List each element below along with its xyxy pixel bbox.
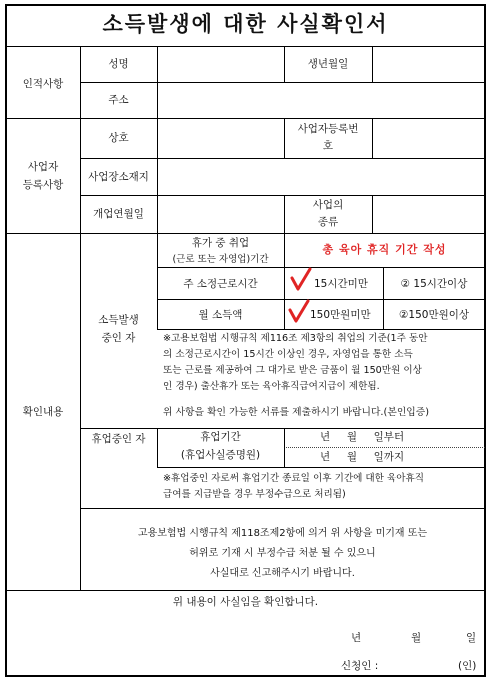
confirm-section-label: 확인내용	[22, 406, 64, 418]
period-value: 총 육아 휴직 기간 작성	[322, 243, 447, 256]
income-label-1: 소득발생	[98, 314, 139, 326]
leave-label: 휴업중인 자	[91, 433, 146, 445]
company-label: 상호	[108, 132, 129, 144]
type-label-2: 종류	[317, 216, 339, 228]
confirmation-statement: 위 내용이 사실임을 확인합니다.	[172, 596, 319, 608]
leave-from: 년 월 일부터	[320, 431, 405, 443]
address-label: 주소	[108, 94, 129, 106]
leave-period-label-2: (휴업사실증명원)	[180, 449, 261, 461]
opened-label: 개업연월일	[93, 208, 144, 220]
income-note: ※고용보험법 시행규칙 제116조 제3항의 취업의 기준(1주 동안 의 소정근로시간이 15시간 이상인 경우, 자영업을 통한 소득 또는 근로를 제공하여 그 대가로 받은 금품이 월 150만원 이상 인 경우) 출산휴가 또는 육아휴직급여지급이 제한됨.	[163, 333, 428, 392]
checkmark-icon	[290, 267, 312, 293]
period-label-2: (근로 또는 자영업)기간	[172, 254, 269, 265]
hours-label: 주 소정근로시간	[183, 278, 258, 290]
personal-section-label: 인적사항	[22, 78, 64, 90]
pay-option-150-plus[interactable]: ②150만원이상	[398, 309, 470, 321]
hours-option-15-plus[interactable]: ② 15시간이상	[400, 278, 468, 290]
business-section-label-1: 사업자	[27, 161, 59, 173]
pay-option-under-150[interactable]: 150만원미만	[310, 309, 371, 321]
date-year: 년	[351, 632, 362, 644]
regno-label-1: 사업자등록번	[297, 123, 359, 135]
pay-label: 월 소득액	[198, 309, 243, 321]
signer-label: 신청인 :	[341, 660, 379, 672]
date-day: 일	[466, 632, 477, 644]
regno-label-2: 호	[322, 140, 334, 152]
warning-notice: 고용보험법 시행규칙 제118조제2항에 의거 위 사항을 미기재 또는 허위로 기재 시 부정수급 처분 될 수 있으니 사실대로 신고해주시기 바랍니다.	[137, 528, 428, 579]
date-month: 월	[411, 632, 422, 644]
proof-notice: 위 사항을 확인 가능한 서류를 제출하시기 바랍니다.(본인입증)	[163, 407, 430, 418]
form-title: 소득발생에 대한 사실확인서	[102, 11, 389, 36]
name-label: 성명	[108, 58, 129, 70]
period-label-1: 휴가 중 취업	[191, 237, 250, 249]
title-divider	[6, 46, 485, 47]
birth-label: 생년월일	[307, 58, 349, 70]
hours-option-under-15[interactable]: 15시간미만	[314, 278, 368, 290]
seal-mark: (인)	[458, 660, 477, 672]
income-label-2: 중인 자	[101, 332, 136, 344]
leave-note: ※휴업중인 자로써 휴업기간 종료일 이후 기간에 대한 육아휴직 급여를 지급받을 경우 부정수급으로 처리됨)	[163, 473, 425, 500]
checkmark-icon	[288, 299, 310, 325]
leave-period-label-1: 휴업기간	[200, 431, 241, 443]
location-label: 사업장소재지	[88, 171, 149, 183]
type-label-1: 사업의	[312, 199, 344, 211]
business-section-label-2: 등록사항	[22, 179, 64, 191]
leave-to: 년 월 일까지	[320, 451, 405, 463]
